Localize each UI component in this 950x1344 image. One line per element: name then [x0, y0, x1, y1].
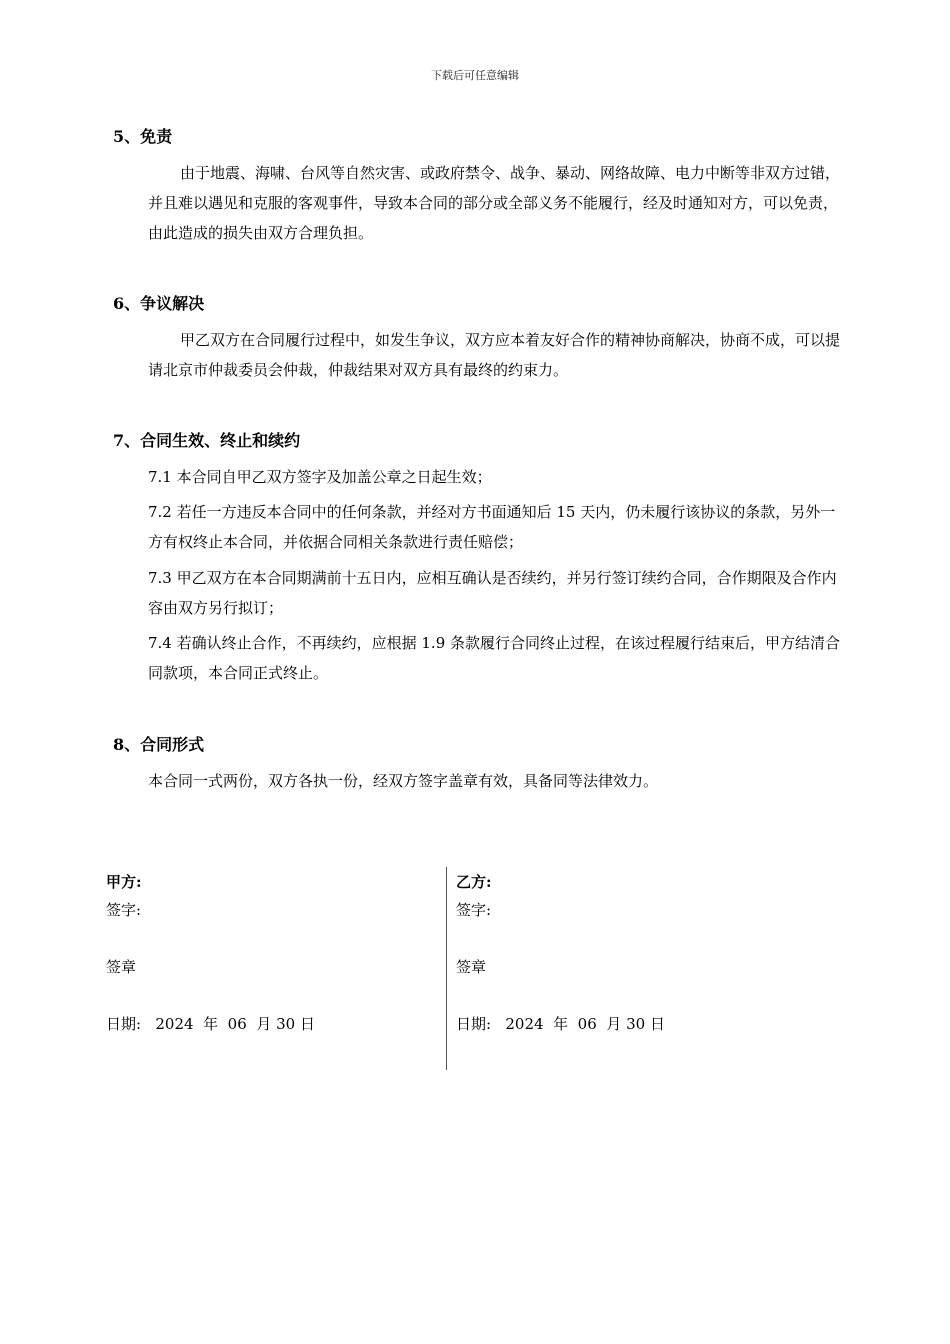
date-year-unit: 年: [203, 1015, 219, 1033]
section-5-paragraph: 由于地震、海啸、台风等自然灾害、或政府禁令、战争、暴动、网络故障、电力中断等非双方过错，并且难以遇见和克服的客观事件，导致本合同的部分或全部义务不能履行，经及时通知对方，可以免责，由此造成的损失由双方合理负担。: [148, 164, 841, 242]
party-b-label: 乙方:: [456, 873, 492, 891]
date-day-unit: 日: [649, 1015, 665, 1033]
date-label: 日期:: [106, 1015, 142, 1033]
section-7-clause-4: 7.4 若确认终止合作，不再续约，应根据 1.9 条款履行合同终止过程，在该过程履行结束后，甲方结清合同款项，本合同正式终止。: [148, 634, 841, 682]
section-5-title: 5、免责: [113, 127, 173, 146]
date-year: 2024: [155, 1015, 194, 1033]
date-year-unit: 年: [553, 1015, 569, 1033]
party-a-sign-label: 签字:: [106, 901, 142, 919]
section-7-clause-1: 7.1 本合同自甲乙双方签字及加盖公章之日起生效；: [148, 468, 492, 486]
section-6-title: 6、争议解决: [113, 294, 205, 313]
party-a-label: 甲方:: [106, 873, 142, 891]
date-day-unit: 日: [299, 1015, 315, 1033]
party-b-date: [456, 1014, 665, 1034]
section-7-title: 7、合同生效、终止和续约: [113, 431, 301, 450]
section-8-paragraph: 本合同一式两份，双方各执一份，经双方签字盖章有效，具备同等法律效力。: [148, 772, 659, 790]
section-7-clause-2: 7.2 若任一方违反本合同中的任何条款，并经对方书面通知后 15 天内，仍未履行该协议的条款，另外一方有权终止本合同，并依据合同相关条款进行责任赔偿；: [148, 503, 836, 551]
date-day: 30: [276, 1015, 296, 1033]
party-b-sign-label: 签字:: [456, 901, 492, 919]
header-note: 下载后可任意编辑: [431, 69, 519, 82]
section-7-clause-3: 7.3 甲乙双方在本合同期满前十五日内，应相互确认是否续约，并另行签订续约合同，合作期限及合作内容由双方另行拟订；: [148, 569, 837, 617]
party-a-seal-label: 签章: [106, 958, 137, 976]
party-b-seal-label: 签章: [456, 958, 487, 976]
date-label: 日期:: [456, 1015, 492, 1033]
signature-divider: [446, 867, 447, 1070]
party-a-date: [106, 1014, 315, 1034]
date-day: 30: [626, 1015, 646, 1033]
date-month-unit: 月: [606, 1015, 622, 1033]
date-year: 2024: [505, 1015, 544, 1033]
date-month-unit: 月: [256, 1015, 272, 1033]
date-month: 06: [227, 1015, 247, 1033]
section-6-paragraph: 甲乙双方在合同履行过程中，如发生争议，双方应本着友好合作的精神协商解决，协商不成，可以提请北京市仲裁委员会仲裁，仲裁结果对双方具有最终的约束力。: [148, 331, 841, 379]
section-8-title: 8、合同形式: [113, 735, 205, 754]
date-month: 06: [577, 1015, 597, 1033]
